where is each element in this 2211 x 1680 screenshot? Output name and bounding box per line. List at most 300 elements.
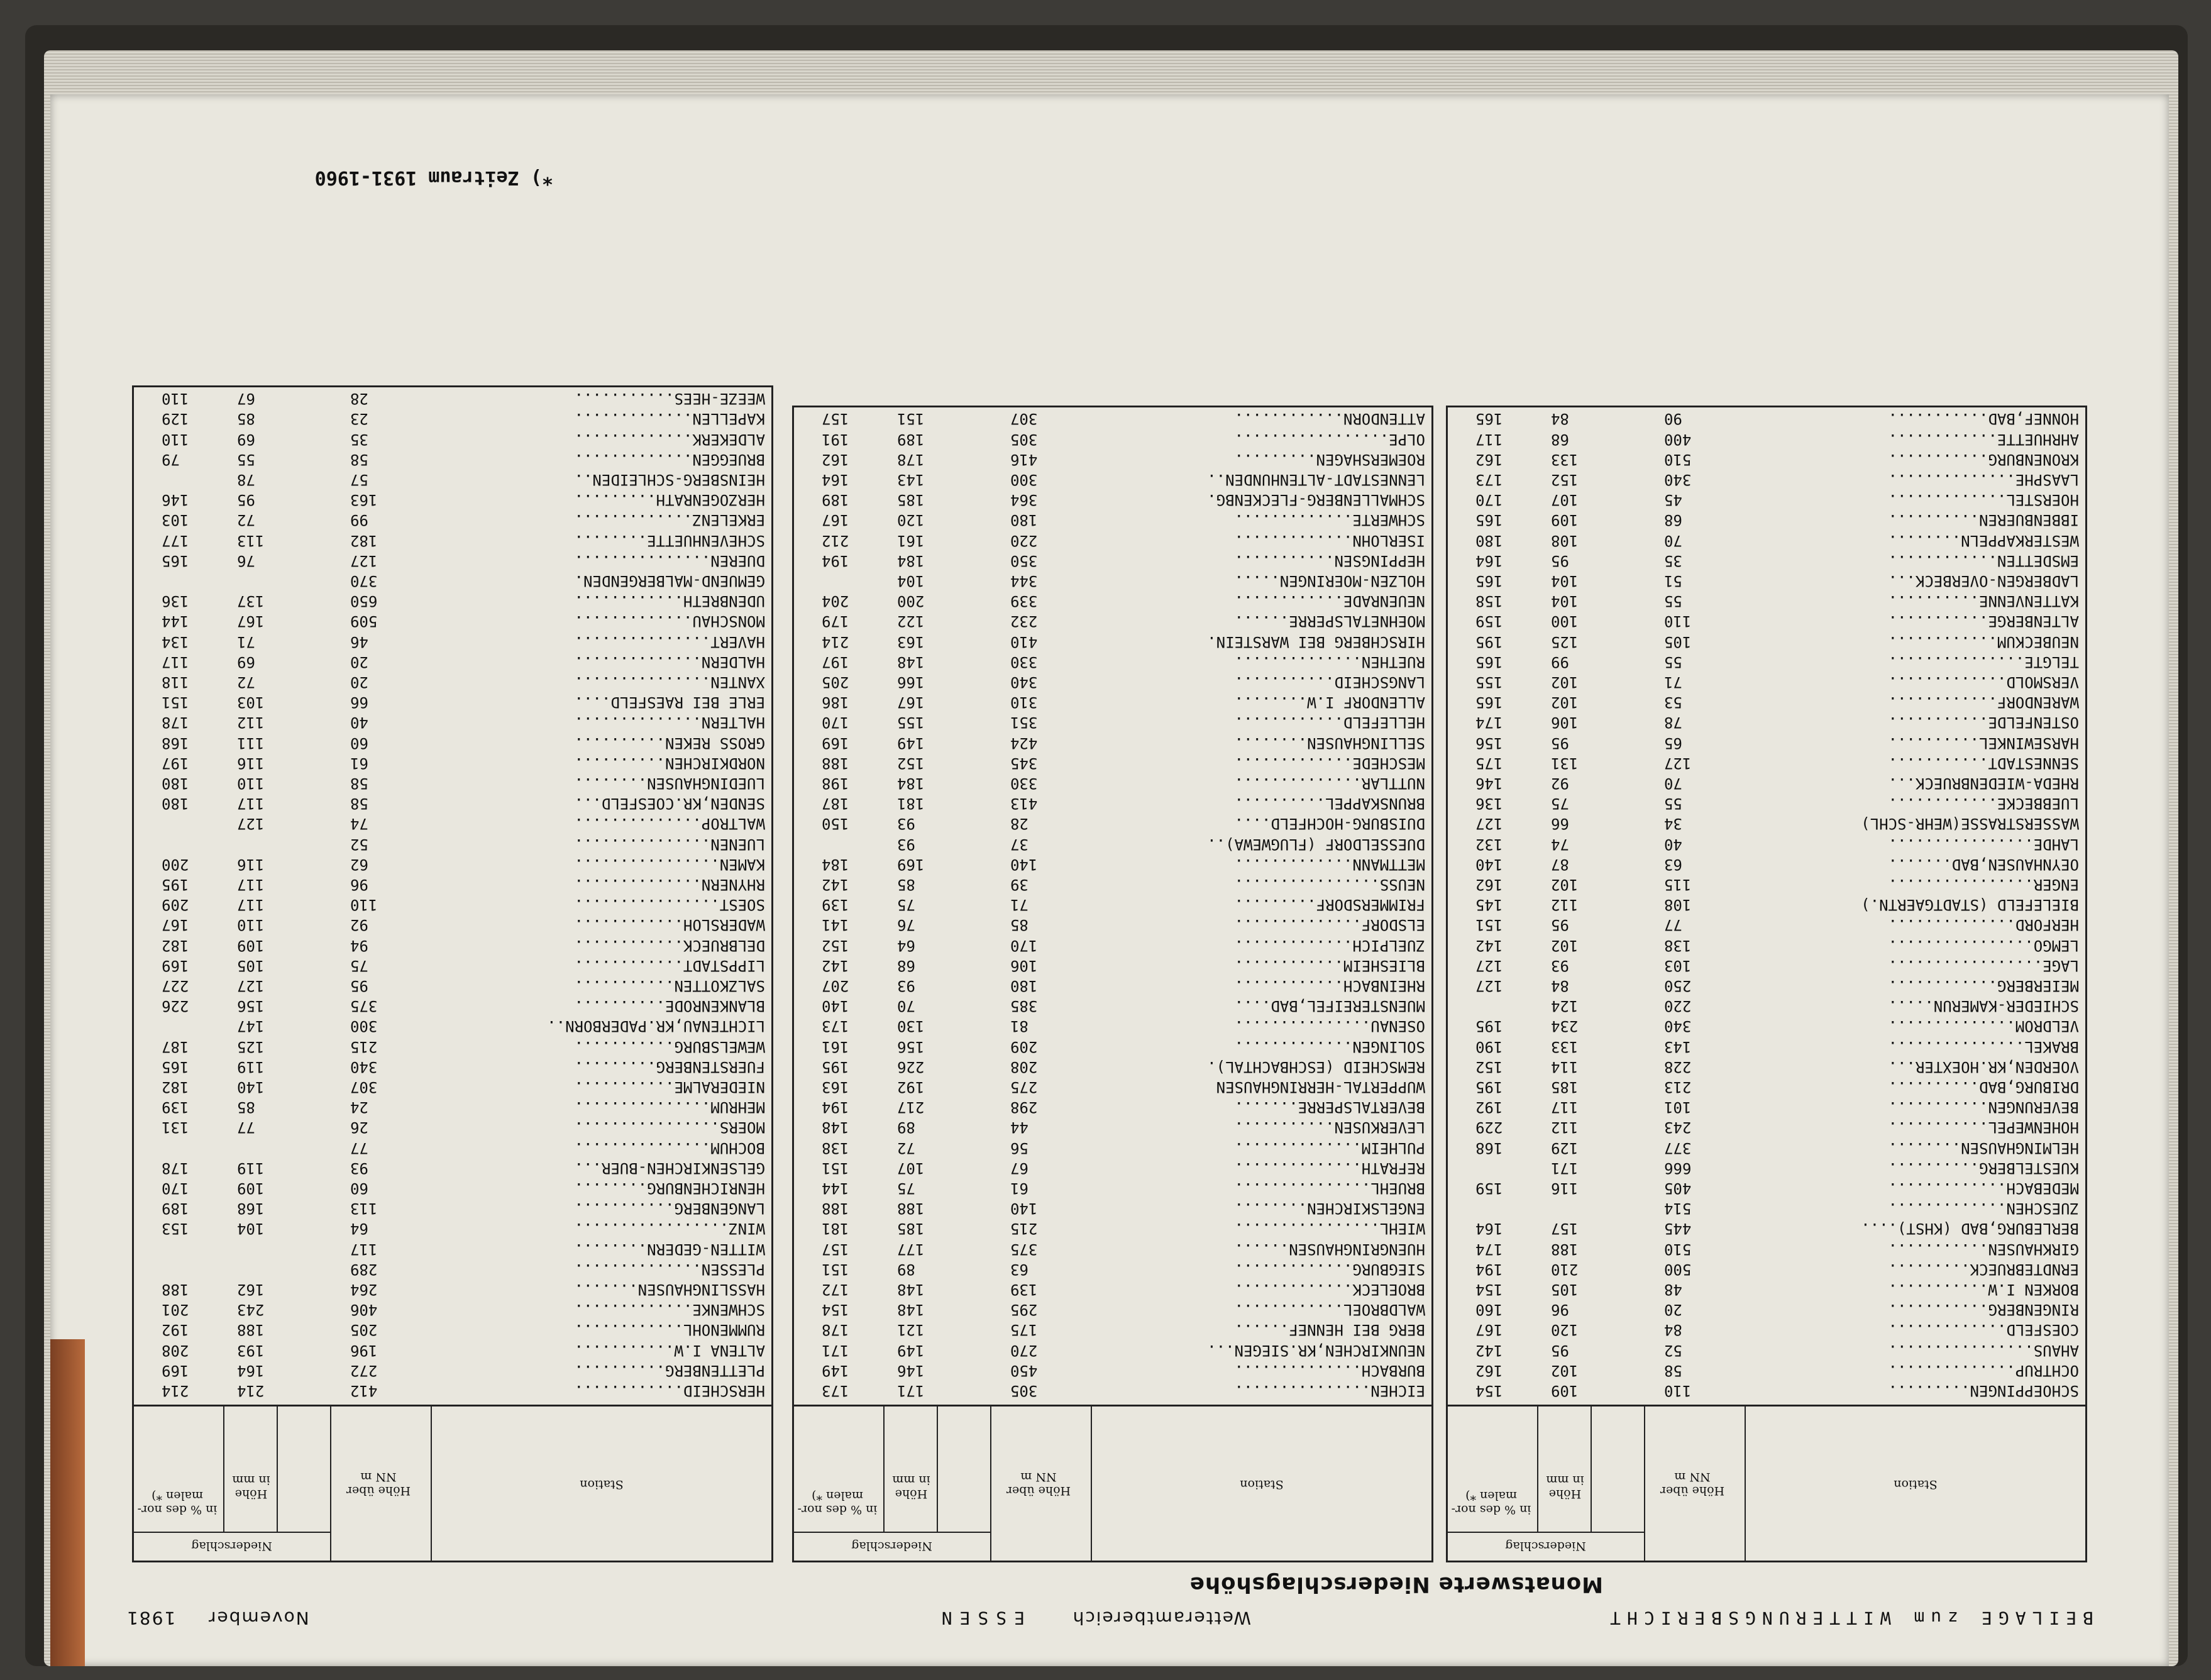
station-name: LAHDE................ — [1888, 835, 2079, 853]
precip-percent: 162 — [1475, 876, 1503, 893]
table-row — [790, 490, 1431, 510]
station-height: 90 — [1664, 410, 1682, 428]
precip-mm: 85 — [237, 410, 255, 428]
header-rule — [990, 1406, 991, 1561]
station-height: 330 — [1010, 775, 1038, 792]
precip-percent: 153 — [162, 1220, 189, 1238]
station-height: 58 — [350, 450, 368, 468]
station-height: 410 — [1010, 633, 1038, 651]
column-header-precip-pct: in % des nor- malen *) — [1451, 1489, 1531, 1517]
header-rule — [1644, 1406, 1645, 1561]
column-header-precip-pct: in % des nor- malen *) — [797, 1489, 878, 1517]
station-name: GIRKHAUSEN........... — [1888, 1240, 2079, 1258]
column-header-station: Station — [1240, 1478, 1284, 1491]
column-header-precip-mm: Höhe in mm — [232, 1473, 270, 1501]
table-row — [790, 1117, 1431, 1137]
station-name: SCHIEDER-KAMERUN..... — [1888, 997, 2079, 1015]
precip-percent: 142 — [1475, 1341, 1503, 1359]
station-height: 68 — [1664, 511, 1682, 529]
precip-percent: 146 — [162, 491, 189, 509]
precip-percent: 170 — [1475, 491, 1503, 509]
station-name: EMSDETTEN............ — [1888, 551, 2079, 570]
precip-mm: 234 — [1551, 1017, 1579, 1036]
precip-percent: 194 — [822, 551, 849, 570]
header-rule — [330, 1406, 331, 1561]
precip-percent: 159 — [1475, 612, 1503, 631]
station-name: BRUEHL............... — [1234, 1180, 1425, 1197]
station-height: 103 — [1664, 956, 1692, 975]
precip-percent: 195 — [822, 1058, 849, 1076]
station-height: 140 — [1010, 1200, 1038, 1218]
station-height: 405 — [1664, 1180, 1692, 1197]
precip-mm: 169 — [897, 855, 925, 873]
station-height: 228 — [1664, 1058, 1692, 1076]
precip-mm: 120 — [1551, 1321, 1579, 1339]
station-name: OEYNHAUSEN,BAD....... — [1888, 855, 2079, 873]
precipitation-table-3 — [132, 385, 773, 1562]
station-name: WARENDORF............ — [1888, 694, 2079, 712]
table-row — [130, 915, 771, 935]
station-name: LANGENBERG........... — [574, 1200, 765, 1218]
table-row — [130, 1340, 771, 1361]
table-row — [1444, 793, 2085, 814]
table-row — [1444, 976, 2085, 996]
station-height: 385 — [1010, 997, 1038, 1015]
station-height: 350 — [1010, 551, 1038, 570]
station-height: 307 — [350, 1078, 378, 1096]
table-row — [1444, 551, 2085, 571]
station-height: 406 — [350, 1301, 378, 1319]
station-name: SCHWERTE............. — [1234, 511, 1425, 529]
precip-mm: 111 — [237, 734, 265, 752]
station-name: DRIBURG,BAD.......... — [1888, 1078, 2079, 1096]
precip-mm: 76 — [237, 551, 255, 570]
precip-percent: 181 — [822, 1220, 849, 1238]
precip-mm: 155 — [897, 714, 925, 732]
precip-mm: 55 — [237, 450, 255, 468]
precip-percent: 165 — [1475, 653, 1503, 671]
station-height: 339 — [1010, 592, 1038, 611]
precip-percent: 190 — [1475, 1037, 1503, 1056]
table-row — [790, 956, 1431, 976]
table-row — [130, 875, 771, 895]
station-height: 85 — [1010, 916, 1028, 934]
table-row — [1444, 1279, 2085, 1300]
station-name: PLESSEN.............. — [574, 1260, 765, 1278]
station-height: 39 — [1010, 876, 1028, 893]
precip-percent: 161 — [822, 1037, 849, 1056]
table-row — [790, 571, 1431, 591]
precip-mm: 113 — [237, 531, 265, 550]
precip-percent: 150 — [822, 815, 849, 833]
table-row — [1444, 692, 2085, 712]
station-name: ALDEKERK............. — [574, 430, 765, 448]
precip-percent: 182 — [162, 936, 189, 954]
column-header-station: Station — [580, 1478, 624, 1491]
station-name: MESCHEDE............. — [1234, 754, 1425, 772]
table-row — [790, 1340, 1431, 1361]
precip-mm: 71 — [237, 633, 255, 651]
precip-percent: 208 — [162, 1341, 189, 1359]
table-row — [130, 1300, 771, 1320]
station-name: OLPE................. — [1234, 430, 1425, 448]
station-height: 53 — [1664, 694, 1682, 712]
precip-mm: 96 — [1551, 1301, 1569, 1319]
table-row — [790, 1077, 1431, 1097]
station-name: BURBACH.............. — [1234, 1361, 1425, 1379]
table-row — [1444, 510, 2085, 530]
precip-percent: 151 — [822, 1159, 849, 1177]
precip-percent: 170 — [162, 1180, 189, 1197]
station-name: BRAKEL............... — [1888, 1037, 2079, 1056]
station-height: 67 — [1010, 1159, 1028, 1177]
station-height: 666 — [1664, 1159, 1692, 1177]
station-height: 250 — [1664, 977, 1692, 995]
table-row — [130, 1016, 771, 1036]
precip-percent: 165 — [1475, 694, 1503, 712]
precip-percent: 212 — [822, 531, 849, 550]
table-row — [130, 510, 771, 530]
station-height: 510 — [1664, 450, 1692, 468]
station-name: LANGSCHEID........... — [1234, 673, 1425, 691]
station-height: 416 — [1010, 450, 1038, 468]
precip-mm: 143 — [897, 471, 925, 489]
station-height: 213 — [1664, 1078, 1692, 1096]
precip-percent: 189 — [822, 491, 849, 509]
precip-percent: 156 — [1475, 734, 1503, 752]
station-name: HELMINGHAUSEN........ — [1888, 1139, 2079, 1157]
precip-percent: 151 — [1475, 916, 1503, 934]
precip-percent: 188 — [822, 1200, 849, 1218]
station-name: WEEZE-HEES........... — [574, 390, 765, 408]
station-height: 58 — [350, 775, 368, 792]
table-row — [1444, 429, 2085, 450]
station-height: 96 — [350, 876, 368, 893]
station-name: HARSEWINKEL.......... — [1888, 734, 2079, 752]
header-rule — [937, 1406, 938, 1532]
table-row — [1444, 1057, 2085, 1077]
table-row — [130, 1279, 771, 1300]
station-height: 75 — [350, 956, 368, 975]
station-height: 220 — [1010, 531, 1038, 550]
station-height: 52 — [1664, 1341, 1682, 1359]
table-row — [790, 1178, 1431, 1198]
station-name: HUENGRINGHAUSEN...... — [1234, 1240, 1425, 1258]
station-height: 110 — [350, 896, 378, 914]
station-height: 61 — [350, 754, 368, 772]
station-name: HEPPINGSEN........... — [1234, 551, 1425, 570]
precip-percent: 174 — [1475, 1240, 1503, 1258]
station-name: HOHENWEPEL........... — [1888, 1119, 2079, 1137]
table-row — [790, 996, 1431, 1016]
station-name: ELSDORF.............. — [1234, 916, 1425, 934]
table-row — [790, 733, 1431, 753]
precip-percent: 142 — [822, 956, 849, 975]
table-row — [1444, 956, 2085, 976]
precip-mm: 168 — [237, 1200, 265, 1218]
table-row — [790, 773, 1431, 793]
precip-mm: 117 — [237, 876, 265, 893]
station-height: 20 — [350, 653, 368, 671]
precip-percent: 180 — [162, 775, 189, 792]
precip-percent: 155 — [1475, 673, 1503, 691]
station-height: 84 — [1664, 1321, 1682, 1339]
station-height: 58 — [350, 795, 368, 813]
precip-percent: 168 — [162, 734, 189, 752]
station-height: 298 — [1010, 1098, 1038, 1117]
table-row — [130, 712, 771, 732]
table-row — [1444, 1037, 2085, 1057]
station-name: VERSMOLD............. — [1888, 673, 2079, 691]
table-row — [790, 531, 1431, 551]
precip-percent: 165 — [162, 551, 189, 570]
table-row — [130, 611, 771, 631]
station-height: 143 — [1664, 1037, 1692, 1056]
precipitation-table-2 — [792, 406, 1433, 1562]
precip-mm: 119 — [237, 1159, 265, 1177]
station-name: HELLEFELD............ — [1234, 714, 1425, 732]
station-height: 375 — [350, 997, 378, 1015]
precip-mm: 151 — [897, 410, 925, 428]
precip-mm: 193 — [237, 1341, 265, 1359]
precip-mm: 67 — [237, 390, 255, 408]
station-height: 413 — [1010, 795, 1038, 813]
precip-percent: 194 — [822, 1098, 849, 1117]
precip-mm: 148 — [897, 1301, 925, 1319]
station-height: 77 — [350, 1139, 368, 1157]
station-name: VOERDEN,KR.HOEXTER... — [1888, 1058, 2079, 1076]
station-height: 115 — [1664, 876, 1692, 893]
precip-mm: 104 — [1551, 592, 1579, 611]
precip-mm: 117 — [237, 896, 265, 914]
precip-mm: 87 — [1551, 855, 1569, 873]
precip-percent: 174 — [1475, 714, 1503, 732]
station-name: WASSERSTRASSE(WEHR-SCHL) — [1861, 815, 2079, 833]
station-name: ISERLOHN............. — [1234, 531, 1425, 550]
station-height: 215 — [1010, 1220, 1038, 1238]
station-name: SENNESTADT........... — [1888, 754, 2079, 772]
station-name: ATTENDORN............ — [1234, 410, 1425, 428]
precip-mm: 104 — [237, 1220, 265, 1238]
table-row — [790, 632, 1431, 652]
station-name: BERLEBURG,BAD (KHST).... — [1861, 1220, 2079, 1238]
precip-mm: 74 — [1551, 835, 1569, 853]
station-height: 377 — [1664, 1139, 1692, 1157]
precip-mm: 152 — [1551, 471, 1579, 489]
station-name: VELDROM.............. — [1888, 1017, 2079, 1036]
station-height: 127 — [350, 551, 378, 570]
precip-mm: 127 — [237, 977, 265, 995]
station-height: 37 — [1010, 835, 1028, 853]
precip-mm: 72 — [237, 511, 255, 529]
station-name: MOERS................ — [574, 1119, 765, 1137]
precip-mm: 102 — [1551, 936, 1579, 954]
table-row — [790, 1259, 1431, 1279]
precip-mm: 84 — [1551, 977, 1569, 995]
station-height: 63 — [1010, 1260, 1028, 1278]
station-name: SCHMALLENBERG-FLECKENBG. — [1207, 491, 1425, 509]
precip-mm: 178 — [897, 450, 925, 468]
table-row — [790, 895, 1431, 915]
precip-percent: 167 — [162, 916, 189, 934]
precip-mm: 200 — [897, 592, 925, 611]
precip-mm: 217 — [897, 1098, 925, 1117]
station-height: 650 — [350, 592, 378, 611]
precip-percent: 148 — [822, 1119, 849, 1137]
precip-percent: 129 — [162, 410, 189, 428]
header-rule — [277, 1406, 278, 1532]
station-height: 58 — [1664, 1361, 1682, 1379]
table-row — [130, 1259, 771, 1279]
precip-percent: 173 — [822, 1382, 849, 1400]
precip-mm: 117 — [1551, 1098, 1579, 1117]
precip-mm: 192 — [897, 1078, 925, 1096]
precip-mm: 149 — [897, 734, 925, 752]
station-height: 20 — [350, 673, 368, 691]
precip-mm: 108 — [1551, 531, 1579, 550]
table-row — [1444, 1361, 2085, 1381]
precip-mm: 107 — [1551, 491, 1579, 509]
precip-mm: 156 — [897, 1037, 925, 1056]
table-row — [790, 875, 1431, 895]
station-height: 34 — [1664, 815, 1682, 833]
precip-mm: 95 — [1551, 734, 1569, 752]
precip-percent: 140 — [822, 997, 849, 1015]
precip-mm: 64 — [897, 936, 915, 954]
precip-percent: 142 — [822, 876, 849, 893]
table-row — [130, 1117, 771, 1137]
column-header-precip-mm: Höhe in mm — [1546, 1473, 1584, 1501]
table-row — [790, 591, 1431, 611]
station-name: NEUBECKUM............ — [1888, 633, 2079, 651]
station-height: 108 — [1664, 896, 1692, 914]
station-height: 205 — [350, 1321, 378, 1339]
precip-mm: 102 — [1551, 694, 1579, 712]
precip-mm: 75 — [897, 1180, 915, 1197]
precip-percent: 136 — [1475, 795, 1503, 813]
precip-mm: 93 — [897, 835, 915, 853]
header-rule — [794, 1532, 991, 1533]
precip-percent: 214 — [822, 633, 849, 651]
station-name: OCHTRUP.............. — [1888, 1361, 2079, 1379]
header-rule — [1591, 1406, 1592, 1532]
station-name: LENNESTADT-ALTENHUNDEN.. — [1207, 471, 1425, 489]
station-height: 46 — [350, 633, 368, 651]
precip-mm: 99 — [1551, 653, 1569, 671]
precip-percent: 188 — [822, 754, 849, 772]
column-header-precip-mm: Höhe in mm — [892, 1473, 930, 1501]
table-header — [794, 1405, 1431, 1561]
station-height: 40 — [1664, 835, 1682, 853]
station-height: 163 — [350, 491, 378, 509]
table-row — [130, 834, 771, 854]
precip-percent: 145 — [1475, 896, 1503, 914]
precip-mm: 103 — [237, 694, 265, 712]
precip-percent: 171 — [822, 1341, 849, 1359]
station-height: 23 — [350, 410, 368, 428]
precip-mm: 114 — [1551, 1058, 1579, 1076]
station-name: BRUNSKAPPEL.......... — [1234, 795, 1425, 813]
station-name: NUTTLAR.............. — [1234, 775, 1425, 792]
table-row — [130, 652, 771, 672]
station-height: 105 — [1664, 633, 1692, 651]
station-height: 275 — [1010, 1078, 1038, 1096]
table-row — [790, 1361, 1431, 1381]
station-name: MONSCHAU............. — [574, 612, 765, 631]
precip-mm: 185 — [1551, 1078, 1579, 1096]
table-row — [130, 1057, 771, 1077]
precip-percent: 175 — [1475, 754, 1503, 772]
station-name: SCHWENKE............. — [574, 1301, 765, 1319]
header-rule — [1448, 1532, 1645, 1533]
table-row — [1444, 733, 2085, 753]
station-name: MOEHNETALSPERRE...... — [1234, 612, 1425, 631]
station-name: ALTENBERGE........... — [1888, 612, 2079, 631]
table-row — [130, 1320, 771, 1340]
precip-mm: 100 — [1551, 612, 1579, 631]
station-name: HEINSBERG-SCHLEIDEN.. — [574, 471, 765, 489]
precip-mm: 226 — [897, 1058, 925, 1076]
precip-percent: 177 — [162, 531, 189, 550]
precip-percent: 103 — [162, 511, 189, 529]
precip-percent: 170 — [822, 714, 849, 732]
table-row — [790, 470, 1431, 490]
precip-mm: 95 — [1551, 916, 1569, 934]
station-name: WINZ................. — [574, 1220, 765, 1238]
station-name: KRONENBURG........... — [1888, 450, 2079, 468]
precip-percent: 162 — [1475, 1361, 1503, 1379]
precip-percent: 198 — [822, 775, 849, 792]
precip-percent: 142 — [1475, 936, 1503, 954]
station-height: 60 — [350, 734, 368, 752]
station-height: 175 — [1010, 1321, 1038, 1339]
station-height: 170 — [1010, 936, 1038, 954]
table-row — [130, 692, 771, 712]
precip-percent: 178 — [162, 714, 189, 732]
precip-percent: 191 — [822, 430, 849, 448]
station-height: 330 — [1010, 653, 1038, 671]
table-row — [1444, 611, 2085, 631]
precip-mm: 133 — [1551, 1037, 1579, 1056]
station-name: ENGELSKIRCHEN........ — [1234, 1200, 1425, 1218]
precip-percent: 192 — [162, 1321, 189, 1339]
precip-percent: 141 — [822, 916, 849, 934]
precip-percent: 117 — [1475, 430, 1503, 448]
station-name: UDENBRETH............ — [574, 592, 765, 611]
station-height: 370 — [350, 572, 378, 590]
table-row — [1444, 1381, 2085, 1401]
table-row — [790, 1320, 1431, 1340]
precip-percent: 140 — [1475, 855, 1503, 873]
station-height: 56 — [1010, 1139, 1028, 1157]
station-height: 340 — [1664, 1017, 1692, 1036]
precip-mm: 148 — [897, 1281, 925, 1298]
station-height: 351 — [1010, 714, 1038, 732]
precip-mm: 105 — [1551, 1281, 1579, 1298]
precip-mm: 102 — [1551, 673, 1579, 691]
precip-mm: 89 — [897, 1260, 915, 1278]
station-height: 113 — [350, 1200, 378, 1218]
station-height: 500 — [1664, 1260, 1692, 1278]
precip-percent: 168 — [1475, 1139, 1503, 1157]
precip-mm: 130 — [897, 1017, 925, 1036]
station-height: 65 — [1664, 734, 1682, 752]
precip-mm: 149 — [897, 1341, 925, 1359]
station-name: RINGENBERG........... — [1888, 1301, 2079, 1319]
precip-percent: 205 — [822, 673, 849, 691]
precip-mm: 112 — [237, 714, 265, 732]
precip-percent: 167 — [822, 511, 849, 529]
